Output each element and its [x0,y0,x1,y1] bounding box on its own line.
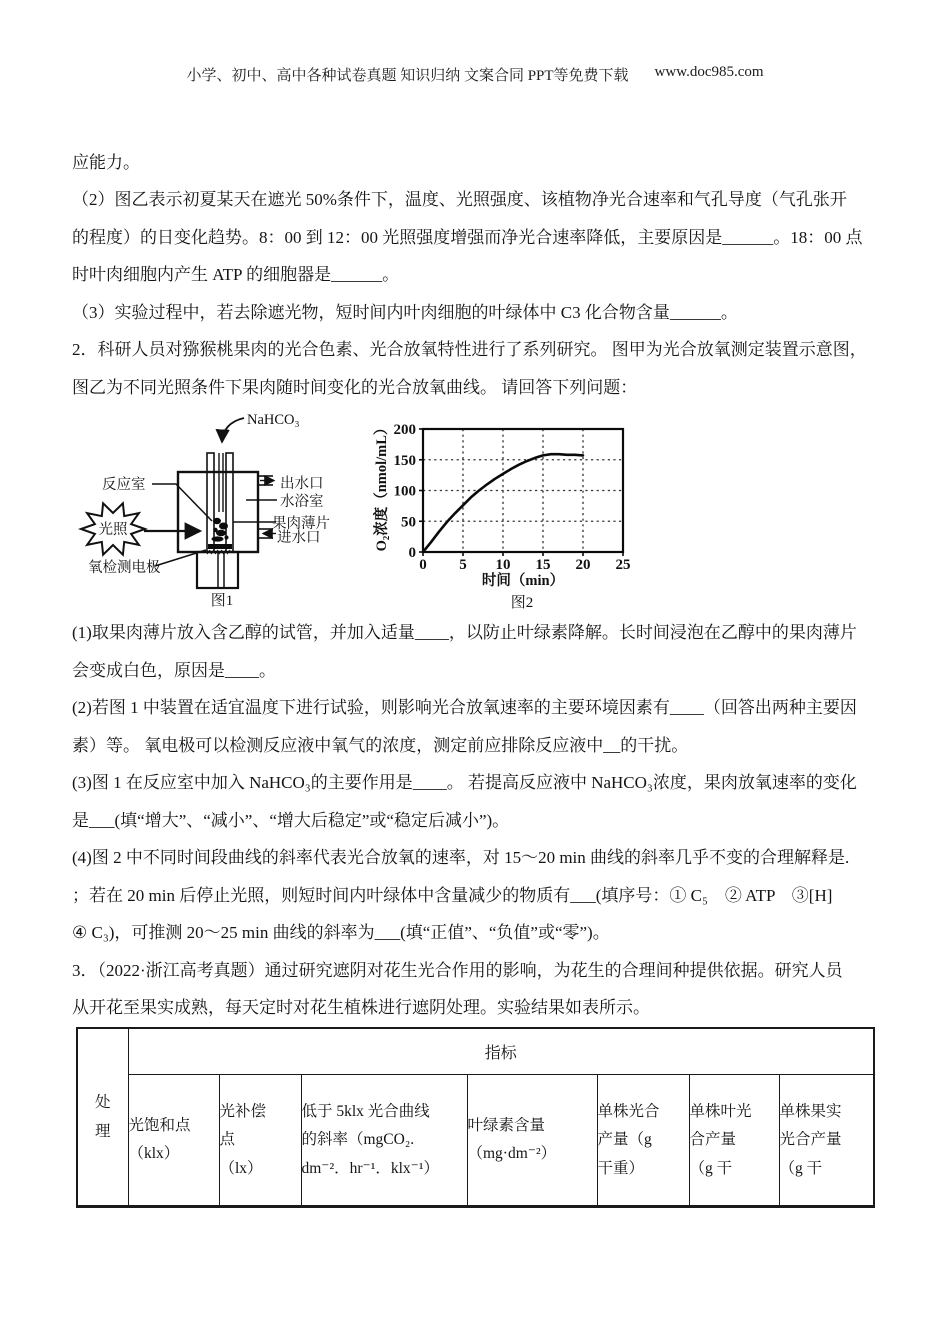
text-line: 从开花至果实成熟，每天定时对花生植株进行遮阴处理。实验结果如表所示。 [72,998,650,1017]
chart-tick-labels [394,422,631,573]
col-header-line: （lx） [219,1159,263,1177]
col-header-line: dm⁻²．hr⁻¹．klx⁻¹） [301,1159,440,1177]
text-line: (1)取果肉薄片放入含乙醇的试管，并加入适量____，以防止叶绿素降解。长时间浸泡在乙醇中的果肉薄片 [72,623,857,642]
col-header-line: （g 干 [689,1159,733,1177]
text-line: (2)若图 1 中装置在适宜温度下进行试验，则影响光合放氧速率的主要环境因素有____（回答出两种主要因 [72,698,857,717]
chart-ticks [419,429,623,556]
table-col-header [597,1074,689,1206]
col-header-line: 的斜率（mgCO₂. [301,1131,415,1148]
header-site-text: 小学、初中、高中各种试卷真题 知识归纳 文案合同 PPT等免费下载 [186,68,629,84]
col-header-line: 低于 5klx 光合曲线 [301,1102,430,1120]
col-header-line: 合产量 [689,1131,737,1148]
water-bath-label: 水浴室 [280,494,324,510]
text-line: 3．（2022·浙江高考真题）通过研究遮阴对花生光合作用的影响，为花生的合理间种提供依据。研究人员 [72,961,843,980]
col-header-line: 光补偿 [219,1102,267,1120]
reaction-chamber-leader [152,484,212,521]
col-header-line: 点 [219,1131,236,1148]
svg-text:0: 0 [408,545,416,561]
chart-gridlines [423,429,623,552]
nahco3-label: NaHCO₃ [247,412,300,428]
reaction-chamber-label: 反应室 [102,477,146,493]
corner-label-line: 理 [94,1122,111,1140]
text-line: 时叶肉细胞内产生 ATP 的细胞器是______。 [72,265,400,284]
header-site-url: www.doc985.com [654,64,764,80]
svg-text:0: 0 [419,557,427,573]
nahco3-arrow [222,418,244,442]
text-line: 素）等。 氧电极可以检测反应液中氧气的浓度，测定前应排除反应液中__的干扰。 [72,736,689,755]
text-line: （3）实验过程中，若去除遮光物，短时间内叶肉细胞的叶绿体中 C3 化合物含量______。 [72,303,738,322]
col-header-line: 产量（g [597,1131,652,1148]
col-header-line: （g 干 [779,1159,823,1177]
text-line: 2．科研人员对猕猴桃果肉的光合色素、光合放氧特性进行了系列研究。 图甲为光合放氧测定装置示意图， [72,340,867,359]
light-label: 光照 [98,522,128,538]
svg-text:150: 150 [393,452,416,469]
col-header-line: 叶绿素含量 [467,1116,546,1134]
figure2-caption: 图2 [510,595,534,611]
svg-text:50: 50 [401,514,416,531]
col-header-line: 光合产量 [779,1131,842,1148]
svg-text:5: 5 [459,557,467,573]
corner-label-line: 处 [94,1093,111,1111]
svg-text:100: 100 [393,483,416,500]
svg-text:200: 200 [393,422,416,438]
text-line: 图乙为不同光照条件下果肉随时间变化的光合放氧曲线。 请回答下列问题： [72,378,638,397]
electrode-block [208,544,232,549]
col-header-line: 单株叶光 [689,1102,752,1120]
y-axis-title: O₂浓度（nmol/mL） [374,420,390,552]
col-header-line: 干重） [597,1159,645,1177]
table-col-header [467,1074,597,1206]
col-header-line: 光饱和点 [128,1116,191,1134]
text-line: ；若在 20 min 后停止光照，则短时间内叶绿体中含量减少的物质有___(填序号：① C₅ ② ATP ③[H] [72,886,833,905]
page-header [0,64,950,85]
table-col-header [779,1074,874,1206]
water-outlet-label: 出水口 [280,476,324,492]
table-col-header [219,1074,301,1206]
text-line: 是___(填“增大”、“减小”、“增大后稳定”或“稳定后减小”)。 [72,811,510,830]
col-header-line: （klx） [128,1145,180,1163]
figure1-caption: 图1 [210,593,234,609]
tube-left-wall [207,453,214,552]
figure1-apparatus-diagram [70,405,370,615]
svg-text:20: 20 [575,557,591,573]
text-line: 应能力。 [72,153,140,172]
table-col-header [301,1074,467,1206]
col-header-line: 单株光合 [597,1102,660,1120]
svg-text:15: 15 [535,557,551,573]
text-line: （2）图乙表示初夏某天在遮光 50%条件下，温度、光照强度、该植物净光合速率和气孔导度（气孔张开 [72,190,847,209]
text-line: (4)图 2 中不同时间段曲线的斜率代表光合放氧的速率，对 15～20 min 曲线的斜率几乎不变的合理解释是. [72,848,850,867]
table-col-header [689,1074,779,1206]
col-header-line: 单株果实 [779,1102,842,1120]
water-inlet-label: 进水口 [277,530,321,546]
table-col-header [128,1074,219,1206]
oxygen-electrode-label: 氧检测电极 [88,560,161,576]
col-header-line: （mg·dm⁻²） [467,1145,557,1163]
text-line: 的程度）的日变化趋势。8：00 到 12：00 光照强度增强而净光合速率降低，主要原因是______。18：00 点 [72,228,863,247]
figure2-o2-chart [360,410,680,615]
text-line: ④ C₃)，可推测 20～25 min 曲线的斜率为___(填“正值”、“负值”或“零”)。 [72,923,610,942]
svg-text:25: 25 [615,557,631,573]
text-line: (3)图 1 在反应室中加入 NaHCO₃的主要作用是____。 若提高反应液中 NaHCO₃浓度，果肉放氧速率的变化 [72,773,857,792]
text-line: 会变成白色，原因是____。 [72,661,276,680]
table-group-header: 指标 [128,1028,874,1074]
fruit-slice-label: 果肉薄片 [272,516,330,532]
table-corner-cell [77,1028,128,1206]
results-table [76,1027,875,1208]
svg-text:10: 10 [495,557,511,573]
x-axis-title: 时间（min） [481,573,565,589]
